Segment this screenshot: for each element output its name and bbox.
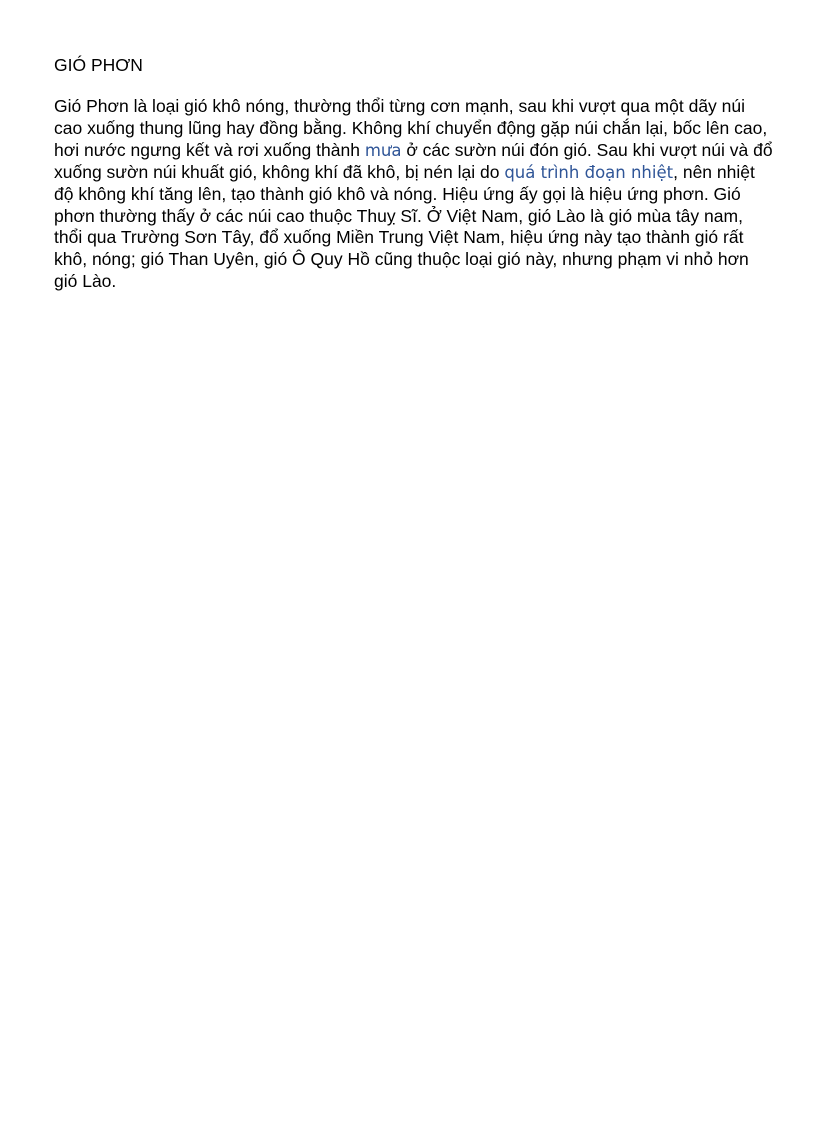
link-qua-trinh-doan-nhiet[interactable]: quá trình đoạn nhiệt bbox=[504, 162, 674, 182]
paragraph-text-part-1: Gió Phơn là loại gió khô nóng, thường thổi từng cơn mạnh, sau khi vượt qua một dãy núi cao xuống thung lũng hay đồng bằng. Không khí chuyển động gặp núi chắn lại, bốc lên cao, hơi nước ngưng kết và rơi xuống thành bbox=[54, 96, 768, 160]
document-title: GIÓ PHƠN bbox=[54, 55, 143, 75]
body-paragraph bbox=[54, 96, 774, 293]
paragraph-text-part-2: ở các sườn núi đón gió. Sau khi vượt núi và đổ xuống sườn núi khuất gió, không khí đã khô, bị nén lại do bbox=[54, 139, 773, 182]
link-mua[interactable]: mưa bbox=[364, 140, 402, 160]
paragraph-text-part-3: , nên nhiệt độ không khí tăng lên, tạo thành gió khô và nóng. Hiệu ứng ấy gọi là hiệu ứng phơn. Gió phơn thường thấy ở các núi cao thuộc Thuỵ Sĩ. Ở Việt Nam, gió Lào là gió mùa tây nam, thổi qua Trường Sơn Tây, đổ xuống Miền Trung Việt Nam, hiệu ứng này tạo thành gió rất khô, nóng; gió Than Uyên, gió Ô Quy Hồ cũng thuộc loại gió này, nhưng phạm vi nhỏ hơn gió Lào. bbox=[54, 161, 755, 292]
